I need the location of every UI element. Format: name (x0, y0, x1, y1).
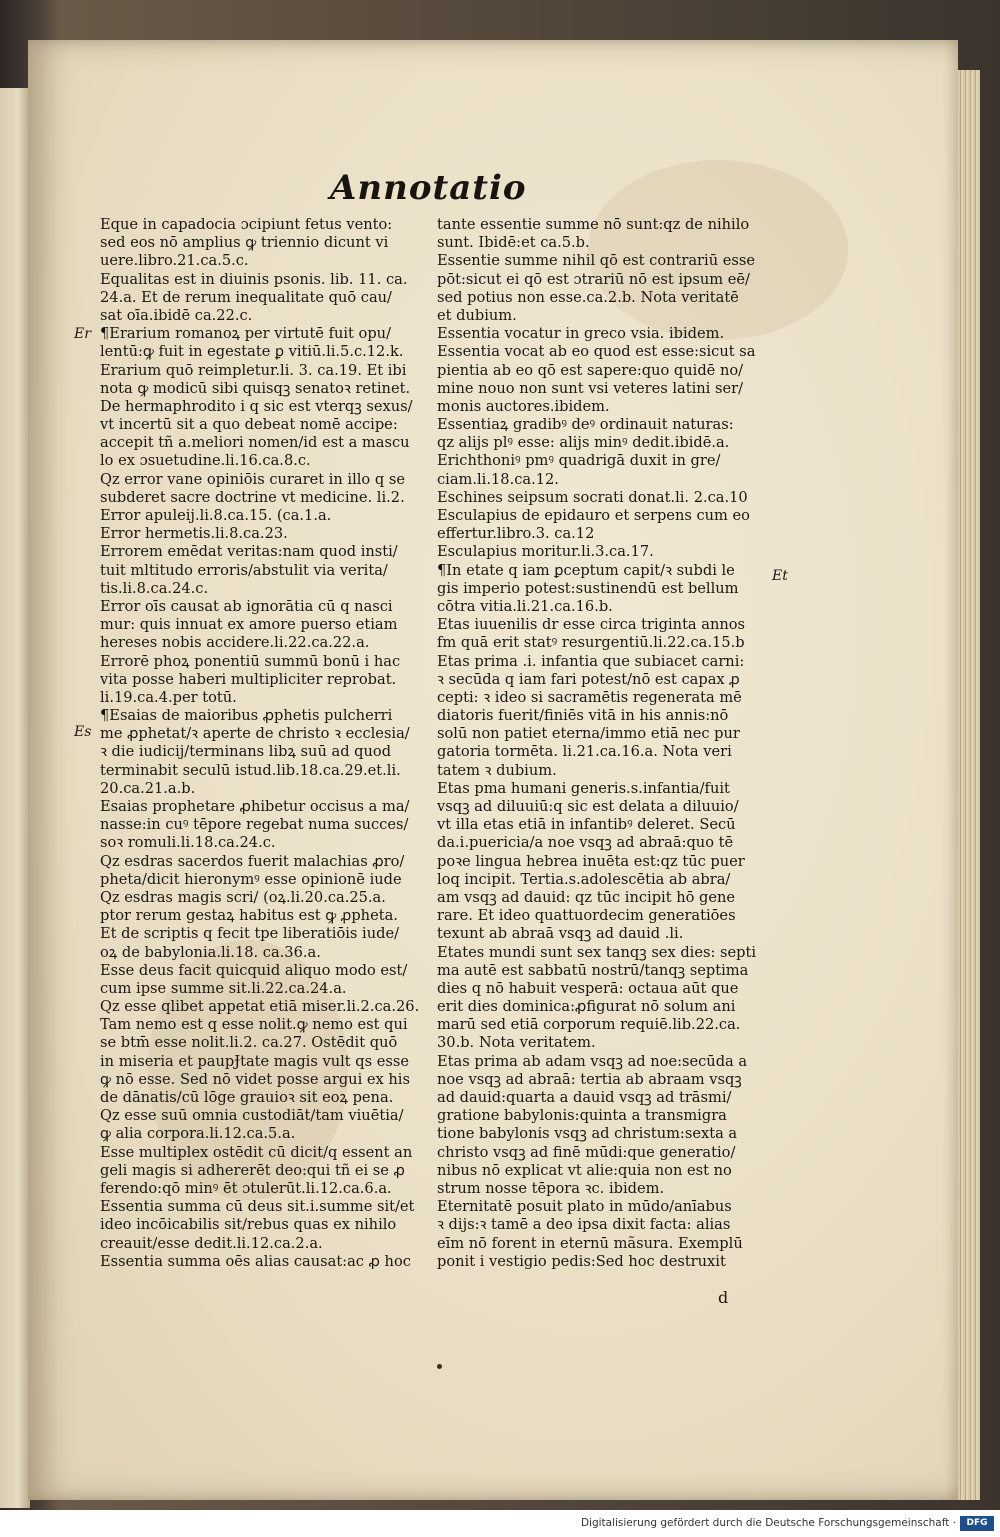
dfg-logo: DFG (960, 1516, 994, 1531)
text-line: ¶In etate q iam ꝑceptum capit/ꝛ subdi le (437, 561, 735, 579)
text-line: Etas pma humani generis.s.infantia/fuit (437, 779, 730, 797)
left-column (100, 216, 432, 1271)
text-line: Qz esdras sacerdos fuerit malachias ꝓro/ (100, 852, 405, 870)
text-line: Qz error vane opiniōis curaret in illo q se (100, 470, 405, 488)
text-line: solū non patiet eterna/immo etiā nec pur (437, 725, 740, 743)
text-line: Qz esdras magis scri/ (oꝝ.li.20.ca.25.a. (100, 888, 386, 906)
text-line: cum ipse summe sit.li.22.ca.24.a. (100, 979, 347, 997)
text-line: ¶Esaias de maioribus ꝓphetis pulcherri (100, 707, 393, 725)
text-line: poꝛe lingua hebrea inuēta est:qz tūc puer (437, 852, 745, 870)
text-line: vt illa etas etiā in infantibꝰ deleret. Secū (437, 816, 736, 834)
text-line: Essentie summe nihil qō est contrariū esse (437, 252, 755, 270)
text-line: vt incertū sit a quo debeat nomē accipe: (100, 416, 398, 434)
text-line: Error hermetis.li.8.ca.23. (100, 525, 288, 543)
text-line: tis.li.8.ca.24.c. (100, 579, 209, 597)
text-line: tuit mltitudo erroris/abstulit via verita/ (100, 561, 388, 579)
text-line: eīm nō forent in eternū mãsura. Exemplū (437, 1234, 743, 1252)
text-line: lentū:ꝙ fuit in egestate ꝑ vitiū.li.5.c.12.k. (100, 343, 404, 361)
margin-note-er: Er (74, 326, 91, 342)
text-line: me ꝓphetat/ꝛ aperte de christo ꝛ ecclesia/ (100, 725, 410, 743)
text-line: Qz esse qlibet appetat etiā miser.li.2.ca.26. (100, 998, 420, 1016)
text-line: lo ex ɔsuetudine.li.16.ca.8.c. (100, 452, 311, 470)
text-line: et dubium. (437, 306, 517, 324)
text-line: Qz esse suū omnia custodiāt/tam viuētia/ (100, 1107, 404, 1125)
text-line: ptor rerum gestaꝝ habitus est ꝙ ꝓpheta. (100, 907, 398, 925)
text-line: ꝙ alia corpora.li.12.ca.5.a. (100, 1125, 296, 1143)
text-line: monis auctores.ibidem. (437, 397, 610, 415)
text-line: christo vsqꝫ ad finē mūdi:que generatio/ (437, 1143, 736, 1161)
text-line: accepit tñ a.meliori nomen/id est a mascu (100, 434, 410, 452)
footer-bar (0, 1510, 1000, 1537)
text-line: 30.b. Nota veritatem. (437, 1034, 596, 1052)
text-line: mur: quis innuat ex amore puerso etiam (100, 616, 398, 634)
text-line: Erarium quō reimpletur.li. 3. ca.19. Et ibi (100, 361, 407, 379)
text-line: Esaias prophetare ꝓhibetur occisus a ma/ (100, 798, 410, 815)
text-line: Essentia vocat ab eo quod est esse:sicut sa (437, 343, 756, 361)
text-line: de dānatis/cū lōge grauioꝛ sit eoꝝ pena. (100, 1089, 394, 1106)
text-line: terminabit seculū istud.lib.18.ca.29.et.li. (100, 761, 401, 779)
text-line: Etas iuuenilis dr esse circa triginta annos (437, 616, 746, 634)
text-line: gratione babylonis:quinta a transmigra (437, 1107, 727, 1125)
text-line: Et de scriptis q fecit tpe liberatiōis iude/ (100, 925, 399, 943)
text-line: geli magis si adhererēt deo:qui tñ ei se ꝓ (100, 1161, 405, 1179)
text-line: sunt. Ibidē:et ca.5.b. (437, 234, 590, 252)
text-line: ad dauid:quarta a dauid vsqꝫ ad trāsmi/ (437, 1089, 732, 1106)
text-line: cōtra vitia.li.21.ca.16.b. (437, 597, 613, 615)
text-line: Esse deus facit quicquid aliquo modo est/ (100, 961, 408, 979)
text-line: Equalitas est in diuinis psonis. lib. 11. ca. (100, 270, 408, 288)
text-line: subderet sacre doctrine vt medicine. li.2. (100, 488, 405, 506)
text-line: ꝛ secūda q iam fari potest/nō est capax ꝓ (437, 670, 740, 688)
right-column (437, 216, 770, 1271)
text-line: pōt:sicut ei qō est ɔtrariū nō est ipsum eē/ (437, 270, 750, 288)
page-edges (958, 70, 980, 1500)
text-line: Eschines seipsum socrati donat.li. 2.ca.10 (437, 488, 748, 506)
text-line: sed eos nō amplius ꝙ triennio dicunt vi (100, 234, 389, 252)
text-line: Etates mundi sunt sex tanqꝫ sex dies: septi (437, 943, 757, 961)
text-line: am vsqꝫ ad dauid: qz tūc incipit hō gene (437, 888, 736, 906)
text-line: effertur.libro.3. ca.12 (437, 525, 595, 543)
text-line: nasse:in cuꝰ tēpore regebat numa succes/ (100, 816, 409, 834)
text-line: Essentia summa oēs alias causat:ac ꝓ hoc (100, 1252, 411, 1270)
signature-mark: d (718, 1288, 729, 1307)
text-line: nota ꝙ modicū sibi quisqꝫ senatoꝛ retinet. (100, 379, 411, 397)
text-line: Esculapius de epidauro et serpens cum eo (437, 507, 750, 524)
page-dot (437, 1364, 442, 1369)
text-line: Tam nemo est q esse nolit.ꝙ nemo est qui (100, 1016, 408, 1034)
text-line: Etas prima ab adam vsqꝫ ad noe:secūda a (437, 1052, 748, 1070)
text-line: ideo incōicabilis sit/rebus quas ex nihilo (100, 1216, 397, 1234)
text-line: ma autē est sabbatū nostrū/tanqꝫ septima (437, 961, 749, 979)
text-line: creauit/esse dedit.li.12.ca.2.a. (100, 1234, 323, 1252)
text-line: Errorē phoꝝ ponentiū summū bonū i hac (100, 652, 401, 670)
text-line: ꝙ nō esse. Sed nō videt posse argui ex his (100, 1070, 410, 1088)
text-line: texunt ab abraā vsqꝫ ad dauid .li. (437, 925, 684, 943)
facing-page-edge (0, 88, 30, 1508)
text-line: Eque in capadocia ɔcipiunt fetus vento: (100, 216, 393, 233)
text-line: sat oīa.ibidē ca.22.c. (100, 306, 253, 324)
text-line: tione babylonis vsqꝫ ad christum:sexta a (437, 1125, 738, 1143)
text-line: Error apuleij.li.8.ca.15. (ca.1.a. (100, 507, 332, 524)
text-line: pheta/dicit hieronymꝰ esse opinionē iude (100, 870, 402, 888)
text-line: ꝛ dijs:ꝛ tamē a deo ipsa dixit facta: alias (437, 1216, 731, 1234)
text-line: rare. Et ideo quattuordecim generatiōes (437, 907, 736, 925)
text-line: li.19.ca.4.per totū. (100, 688, 237, 706)
text-line: vita posse haberi multipliciter reprobat. (100, 670, 397, 688)
text-line: pientia ab eo qō est sapere:quo quidē no/ (437, 361, 744, 379)
text-line: vsqꝫ ad diluuiū:q sic est delata a diluuio/ (437, 798, 739, 815)
text-line: Essentia vocatur in greco vsia. ibidem. (437, 325, 725, 343)
text-line: soꝛ romuli.li.18.ca.24.c. (100, 834, 276, 852)
margin-note-et: Et (772, 568, 788, 584)
text-line: dies q nō habuit vesperā: octaua aūt que (437, 979, 739, 997)
text-line: se btm̄ esse nolit.li.2. ca.27. Ostēdit quō (100, 1034, 398, 1052)
text-line: 24.a. Et de rerum inequalitate quō cau/ (100, 288, 392, 306)
text-line: ciam.li.18.ca.12. (437, 470, 559, 488)
text-line: Essentia summa cū deus sit.i.summe sit/et (100, 1198, 415, 1216)
text-line: sed potius non esse.ca.2.b. Nota veritatē (437, 288, 739, 306)
text-line: tatem ꝛ dubium. (437, 761, 557, 779)
text-line: loq incipit. Tertia.s.adolescētia ab abra/ (437, 870, 731, 888)
text-line: strum nosse tēpora ꝛc. ibidem. (437, 1179, 665, 1197)
text-line: marū sed etiā corporum requiē.lib.22.ca. (437, 1016, 741, 1034)
text-line: Erichthoniꝰ pmꝰ quadrigā duxit in gre/ (437, 452, 721, 470)
text-line: gis imperio potest:sustinendū est bellum (437, 579, 739, 597)
text-line: da.i.puericia/a noe vsqꝫ ad abraā:quo tē (437, 834, 734, 852)
footer-credit: Digitalisierung gefördert durch die Deutsche Forschungsgemeinschaft · (580, 1517, 956, 1529)
text-line: tante essentie summe nō sunt:qz de nihilo (437, 216, 750, 233)
text-line: De hermaphrodito i q sic est vterqꝫ sexus/ (100, 397, 413, 415)
text-line: Eternitatē posuit plato in mūdo/anīabus (437, 1198, 732, 1216)
text-line: Errorem emēdat veritas:nam quod insti/ (100, 543, 398, 561)
text-line: ꝛ die iudicij/terminans libꝝ suū ad quod (100, 743, 392, 761)
text-line: mine nouo non sunt vsi veteres latini ser/ (437, 379, 743, 397)
text-line: uere.libro.21.ca.5.c. (100, 252, 249, 270)
text-line: gatoria tormēta. li.21.ca.16.a. Nota veri (437, 743, 732, 761)
text-line: 20.ca.21.a.b. (100, 779, 196, 797)
page-title: Annotatio (330, 168, 527, 208)
text-line: hereses nobis accidere.li.22.ca.22.a. (100, 634, 370, 652)
text-line: ¶Erarium romanoꝝ per virtutē fuit opu/ (100, 325, 391, 343)
text-line: ferendo:qō minꝰ ēt ɔtulerūt.li.12.ca.6.a. (100, 1179, 392, 1197)
text-line: Esse multiplex ostēdit cū dicit/q essent an (100, 1143, 413, 1161)
text-line: qz alijs plꝰ esse: alijs minꝰ dedit.ibidē.a. (437, 434, 730, 452)
text-line: erit dies dominica:ꝓfigurat nō solum ani (437, 998, 736, 1016)
text-line: Error oīs causat ab ignorātia cū q nasci (100, 597, 393, 615)
text-line: oꝝ de babylonia.li.18. ca.36.a. (100, 943, 321, 961)
text-line: diatoris fuerit/finiēs vitā in his annis:nō (437, 707, 729, 725)
text-line: ponit i vestigio pedis:Sed hoc destruxit (437, 1252, 726, 1270)
text-line: cepti: ꝛ ideo si sacramētis regenerata mē (437, 688, 742, 706)
text-line: noe vsqꝫ ad abraā: tertia ab abraam vsqꝫ (437, 1070, 742, 1088)
text-line: Essentiaꝝ gradibꝰ deꝰ ordinauit naturas: (437, 416, 734, 434)
text-line: Etas prima .i. infantia que subiacet carni: (437, 652, 745, 670)
margin-note-es: Es (74, 724, 92, 740)
text-line: fm quā erit statꝰ resurgentiū.li.22.ca.15.b (437, 634, 745, 652)
text-line: nibus nō explicat vt alie:quia non est no (437, 1161, 732, 1179)
text-line: Esculapius moritur.li.3.ca.17. (437, 543, 654, 561)
text-line: in miseria et paupɈtate magis vult qs esse (100, 1052, 410, 1070)
